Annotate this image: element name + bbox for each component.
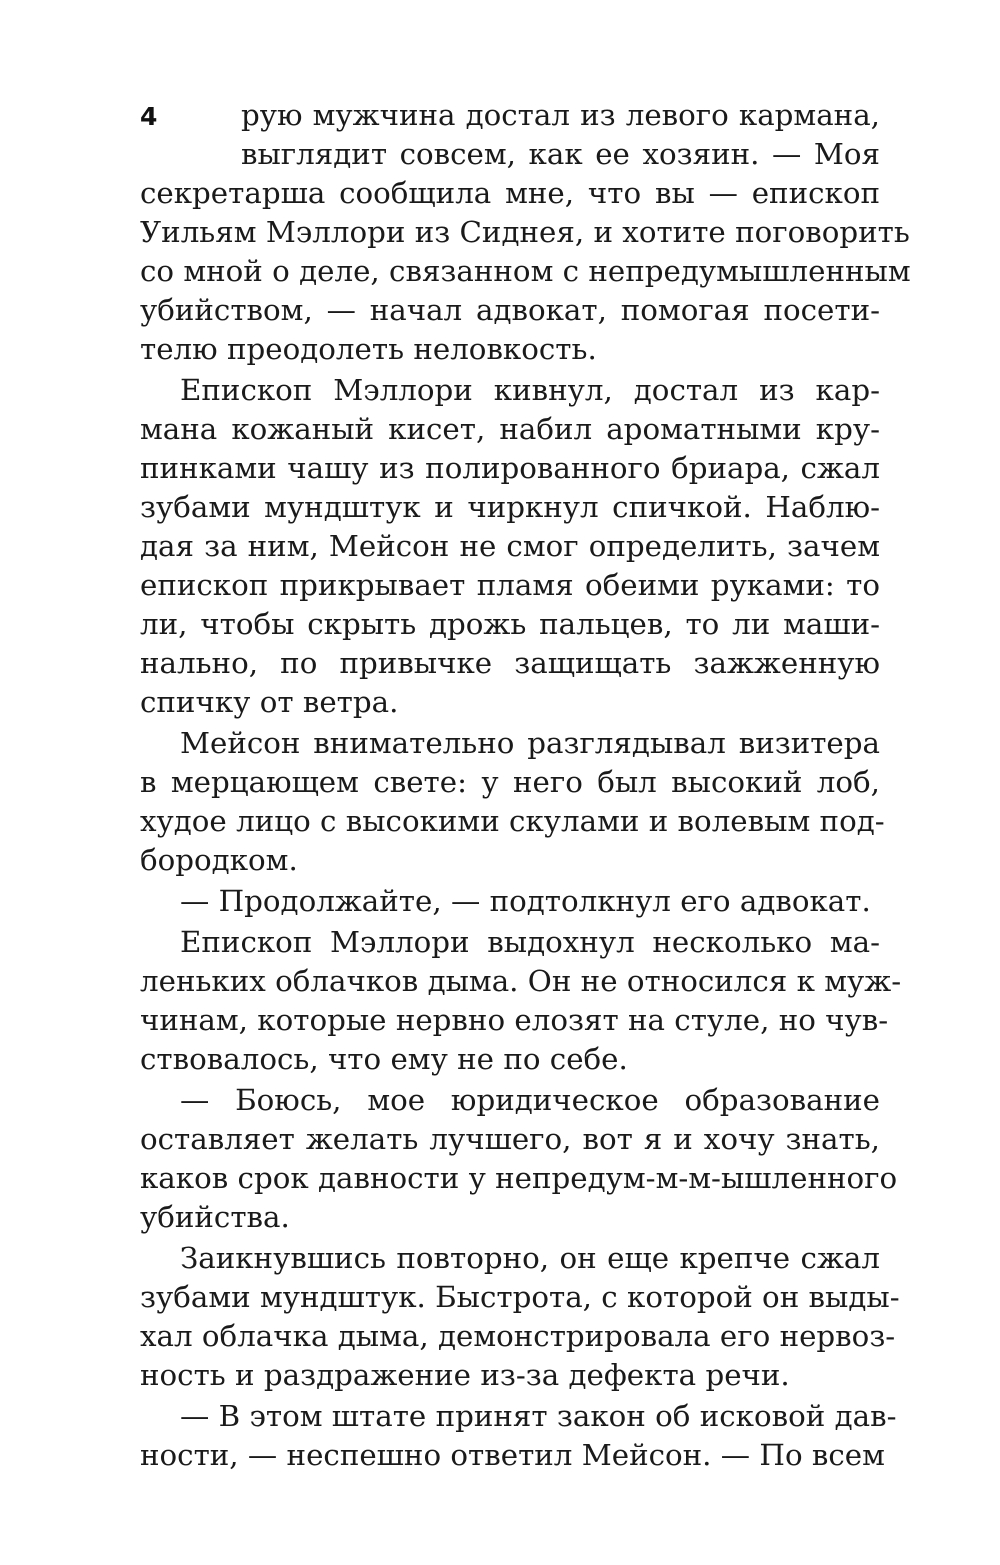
body-text: [140, 96, 911, 1475]
text-line: худое лицо с высокими скулами и волевым под-: [140, 804, 885, 838]
text-line: леньких облачков дыма. Он не относился к муж-: [140, 964, 902, 998]
text-line: Заикнувшись повторно, он еще крепче сжал: [180, 1241, 880, 1275]
text-line: рую мужчина достал из левого кармана,: [241, 98, 880, 132]
text-line: Епископ Мэллори кивнул, достал из кар-: [180, 373, 880, 407]
text-line: зубами мундштук. Быстрота, с которой он выды-: [140, 1280, 900, 1314]
text-line: в мерцающем свете: у него был высокий лоб,: [140, 765, 880, 799]
text-line: мана кожаный кисет, набил ароматными кру-: [140, 412, 880, 446]
text-line: Уильям Мэллори из Сиднея, и хотите поговорить: [140, 215, 910, 249]
text-line: выглядит совсем, как ее хозяин. — Моя: [241, 137, 880, 171]
text-line: дая за ним, Мейсон не смог определить, зачем: [140, 529, 880, 563]
text-line: со мной о деле, связанном с непредумышленным: [140, 254, 911, 288]
text-line: ствовалось, что ему не по себе.: [140, 1042, 628, 1076]
text-line: Мейсон внимательно разглядывал визитера: [180, 726, 880, 760]
text-line: — В этом штате принят закон об исковой дав-: [180, 1399, 897, 1433]
text-line: епископ прикрывает пламя обеими руками: то: [140, 568, 880, 602]
text-line: пинками чашу из полированного бриара, сжал: [140, 451, 880, 485]
text-line: ности, — неспешно ответил Мейсон. — По всем: [140, 1438, 885, 1472]
text-line: Епископ Мэллори выдохнул несколько ма-: [180, 925, 880, 959]
text-line: — Боюсь, мое юридическое образование: [180, 1083, 880, 1117]
text-line: телю преодолеть неловкость.: [140, 332, 597, 366]
text-line: оставляет желать лучшего, вот я и хочу знать,: [140, 1122, 880, 1156]
text-line: убийства.: [140, 1200, 290, 1234]
text-line: ли, чтобы скрыть дрожь пальцев, то ли маши-: [140, 607, 880, 641]
text-line: бородком.: [140, 843, 298, 877]
text-line: нально, по привычке защищать зажженную: [140, 646, 880, 680]
text-line: каков срок давности у непредум-м-м-ышленного: [140, 1161, 898, 1195]
text-line: спичку от ветра.: [140, 685, 399, 719]
text-line: зубами мундштук и чиркнул спичкой. Наблю-: [140, 490, 880, 524]
text-line: — Продолжайте, — подтолкнул его адвокат.: [180, 884, 871, 918]
page-number: 4: [140, 102, 158, 131]
text-line: убийством, — начал адвокат, помогая посети-: [140, 293, 880, 327]
text-line: чинам, которые нервно елозят на стуле, но чув-: [140, 1003, 889, 1037]
text-line: секретарша сообщила мне, что вы — епископ: [140, 176, 880, 210]
text-line: хал облачка дыма, демонстрировала его нервоз-: [140, 1319, 896, 1353]
text-line: ность и раздражение из-за дефекта речи.: [140, 1358, 790, 1392]
